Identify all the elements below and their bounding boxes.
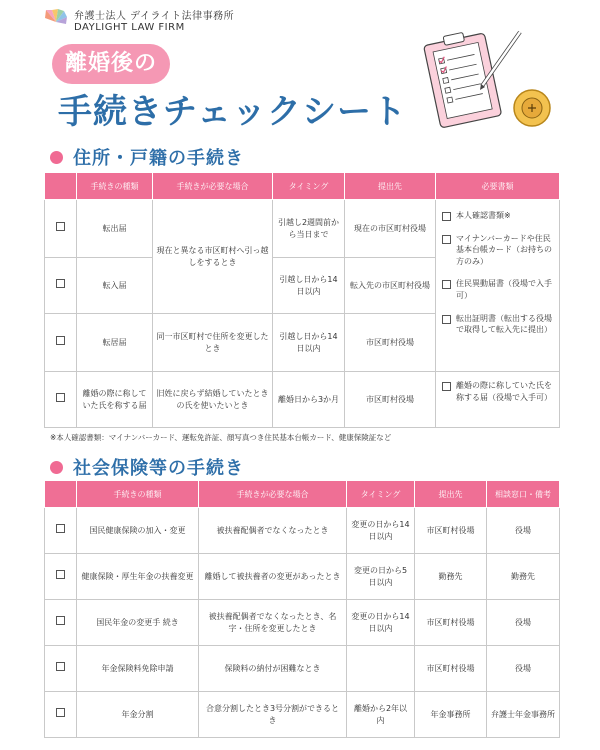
remarks: 勤務先 <box>487 554 560 600</box>
doc-checkbox[interactable] <box>442 280 451 289</box>
timing: 引越し2週間前から当日まで <box>273 200 345 258</box>
timing: 離婚日から3か月 <box>273 372 345 428</box>
required-case: 旧姓に戻らず結婚していたときの氏を使いたいとき <box>153 372 273 428</box>
table-row <box>45 600 560 646</box>
table-row <box>45 200 560 258</box>
timing: 変更の日から5日以内 <box>347 554 415 600</box>
firm-name-en: DAYLIGHT LAW FIRM <box>74 22 185 33</box>
destination: 年金事務所 <box>415 692 487 738</box>
remarks: 弁護士年金事務所 <box>487 692 560 738</box>
procedure-type: 年金分割 <box>77 692 199 738</box>
row-checkbox[interactable] <box>56 616 65 625</box>
destination: 市区町村役場 <box>415 508 487 554</box>
destination: 現在の市区町村役場 <box>345 200 436 258</box>
row-checkbox[interactable] <box>56 222 65 231</box>
firm-name-jp: 弁護士法人 デイライト法律事務所 <box>74 10 235 22</box>
section-heading-social-insurance <box>50 454 244 480</box>
procedure-type: 転居届 <box>77 314 153 372</box>
col-header: 提出先 <box>345 173 436 200</box>
col-header: 相談窓口・備考 <box>487 481 560 508</box>
timing: 引越し日から14日以内 <box>273 314 345 372</box>
procedure-type: 国民年金の変更手 続き <box>77 600 199 646</box>
row-checkbox[interactable] <box>56 336 65 345</box>
table-row <box>45 508 560 554</box>
procedure-type: 転出届 <box>77 200 153 258</box>
row-checkbox[interactable] <box>56 662 65 671</box>
timing: 変更の日から14日以内 <box>347 600 415 646</box>
required-case: 被扶養配偶者でなくなったとき、名字・住所を変更したとき <box>199 600 347 646</box>
remarks: 役場 <box>487 600 560 646</box>
col-header: タイミング <box>347 481 415 508</box>
destination: 市区町村役場 <box>345 314 436 372</box>
required-documents: 本人確認書類※ マイナンバーカードや住民基本台帳カード（お持ちの方のみ） 住民異動届書（役場で入手可） 転出証明書（転出する役場で取得して転入先に提出） <box>436 200 560 372</box>
remarks: 役場 <box>487 646 560 692</box>
procedure-type: 年金保険料免除申請 <box>77 646 199 692</box>
row-checkbox[interactable] <box>56 524 65 533</box>
required-case: 被扶養配偶者でなくなったとき <box>199 508 347 554</box>
row-checkbox[interactable] <box>56 708 65 717</box>
col-header: 手続きが必要な場合 <box>153 173 273 200</box>
required-case: 離婚して被扶養者の変更があったとき <box>199 554 347 600</box>
firm-logo-icon <box>44 8 68 36</box>
doc-checkbox[interactable] <box>442 212 451 221</box>
col-header: タイミング <box>273 173 345 200</box>
row-checkbox[interactable] <box>56 279 65 288</box>
timing: 離婚から2年以内 <box>347 692 415 738</box>
col-header: 手続きが必要な場合 <box>199 481 347 508</box>
remarks: 役場 <box>487 508 560 554</box>
doc-checkbox[interactable] <box>442 315 451 324</box>
section-title: 社会保険等の手続き <box>73 458 244 479</box>
timing: 引越し日から14日以内 <box>273 258 345 314</box>
required-documents: 離婚の際に称していた氏を称する届（役場で入手可） <box>436 372 560 428</box>
col-header: 手続きの種類 <box>77 173 153 200</box>
timing <box>347 646 415 692</box>
procedure-type: 離婚の際に称していた氏を称する届 <box>77 372 153 428</box>
table-row <box>45 554 560 600</box>
col-header: 必要書類 <box>436 173 560 200</box>
social-insurance-table <box>44 480 560 738</box>
page-title: 手続きチェックシート <box>58 92 407 132</box>
destination: 市区町村役場 <box>415 646 487 692</box>
section-heading-residence <box>50 144 244 170</box>
col-header: 提出先 <box>415 481 487 508</box>
table-row <box>45 692 560 738</box>
procedure-type: 健康保険・厚生年金の扶養変更 <box>77 554 199 600</box>
row-checkbox[interactable] <box>56 393 65 402</box>
section-title: 住所・戸籍の手続き <box>73 148 244 169</box>
footnote: ※本人確認書類：マイナンバーカード、運転免許証、顔写真つき住民基本台帳カード、健康保険証など <box>50 433 392 442</box>
doc-checkbox[interactable] <box>442 235 451 244</box>
residence-procedure-table <box>44 172 560 428</box>
lawyer-badge-icon <box>514 90 550 126</box>
col-header: 手続きの種類 <box>77 481 199 508</box>
row-checkbox[interactable] <box>56 570 65 579</box>
firm-logo <box>44 8 234 36</box>
procedure-type: 国民健康保険の加入・変更 <box>77 508 199 554</box>
subtitle-badge: 離婚後の <box>52 44 170 84</box>
required-case: 合意分割したとき3号分割ができるとき <box>199 692 347 738</box>
doc-checkbox[interactable] <box>442 382 451 391</box>
destination: 市区町村役場 <box>345 372 436 428</box>
timing: 変更の日から14日以内 <box>347 508 415 554</box>
destination: 転入先の市区町村役場 <box>345 258 436 314</box>
required-case: 現在と異なる市区町村へ引っ越しをするとき <box>153 200 273 314</box>
bullet-dot-icon <box>50 461 63 474</box>
table-row <box>45 646 560 692</box>
required-case: 同一市区町村で住所を変更したとき <box>153 314 273 372</box>
destination: 市区町村役場 <box>415 600 487 646</box>
table-row <box>45 372 560 428</box>
checklist-clipboard-illustration <box>410 24 560 134</box>
destination: 勤務先 <box>415 554 487 600</box>
bullet-dot-icon <box>50 151 63 164</box>
required-case: 保険料の納付が困難なとき <box>199 646 347 692</box>
procedure-type: 転入届 <box>77 258 153 314</box>
